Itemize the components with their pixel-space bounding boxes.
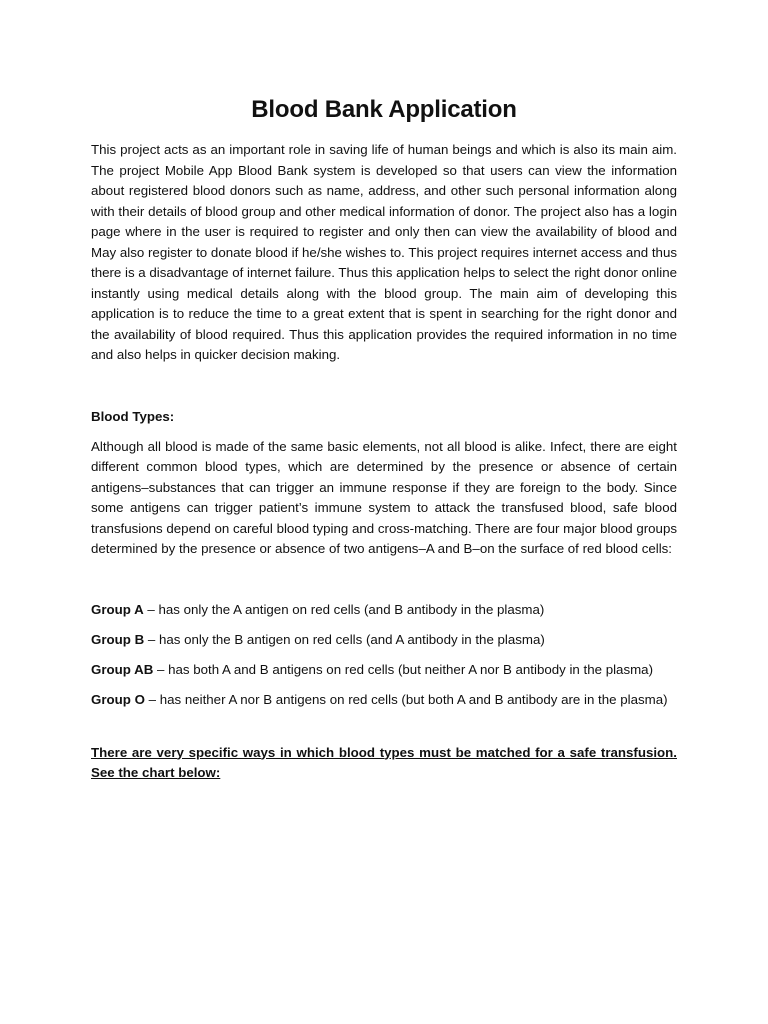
transfusion-note: There are very specific ways in which blood types must be matched for a safe transfusion. See the chart below: bbox=[91, 744, 677, 780]
group-description: – has only the B antigen on red cells (and A antibody in the plasma) bbox=[144, 631, 545, 647]
group-item-a bbox=[91, 600, 677, 620]
group-item-ab bbox=[91, 660, 677, 680]
blood-types-paragraph: Although all blood is made of the same basic elements, not all blood is alike. Infect, there are eight different common blood types, which are determined by the presence or absence of certain antigens–substances that can trigger an immune response if they are foreign to the body. Since some antigens can trigger patient’s immune system to attack the transfused blood, safe blood transfusions depend on careful blood typing and cross-matching. There are four major blood groups determined by the presence or absence of two antigens–A and B–on the surface of red blood cells: bbox=[91, 438, 677, 556]
group-description: – has both A and B antigens on red cells (but neither A nor B antibody in the plasma) bbox=[153, 661, 653, 677]
document-title: Blood Bank Application bbox=[251, 96, 517, 123]
blood-group-list bbox=[91, 600, 677, 710]
document-page bbox=[91, 92, 677, 797]
group-item-b bbox=[91, 630, 677, 650]
group-description: – has only the A antigen on red cells (and B antibody in the plasma) bbox=[143, 601, 545, 617]
group-description: – has neither A nor B antigens on red cells (but both A and B antibody are in the plasma) bbox=[144, 691, 668, 707]
blood-types-heading: Blood Types: bbox=[91, 408, 175, 424]
group-label: Group O bbox=[91, 691, 145, 707]
group-label: Group A bbox=[91, 601, 144, 617]
intro-paragraph: This project acts as an important role in saving life of human beings and which is also its main aim. The project Mobile App Blood Bank system is developed so that users can view the information about registered blood donors such as name, address, and other such personal information along with their details of blood group and other medical information of donor. The project also has a login page where in the user is required to register and only then can view the availability of blood and May also register to donate blood if he/she wishes to. This project requires internet access and thus there is a disadvantage of internet failure. Thus this application helps to select the right donor online instantly using medical details along with the blood group. The main aim of developing this application is to reduce the time to a great extent that is spent in searching for the right donor and the availability of blood required. Thus this application provides the required information in no time and also helps in quicker decision making. bbox=[91, 142, 677, 362]
group-label: Group AB bbox=[91, 661, 154, 677]
group-label: Group B bbox=[91, 631, 145, 647]
group-item-o bbox=[91, 690, 677, 710]
